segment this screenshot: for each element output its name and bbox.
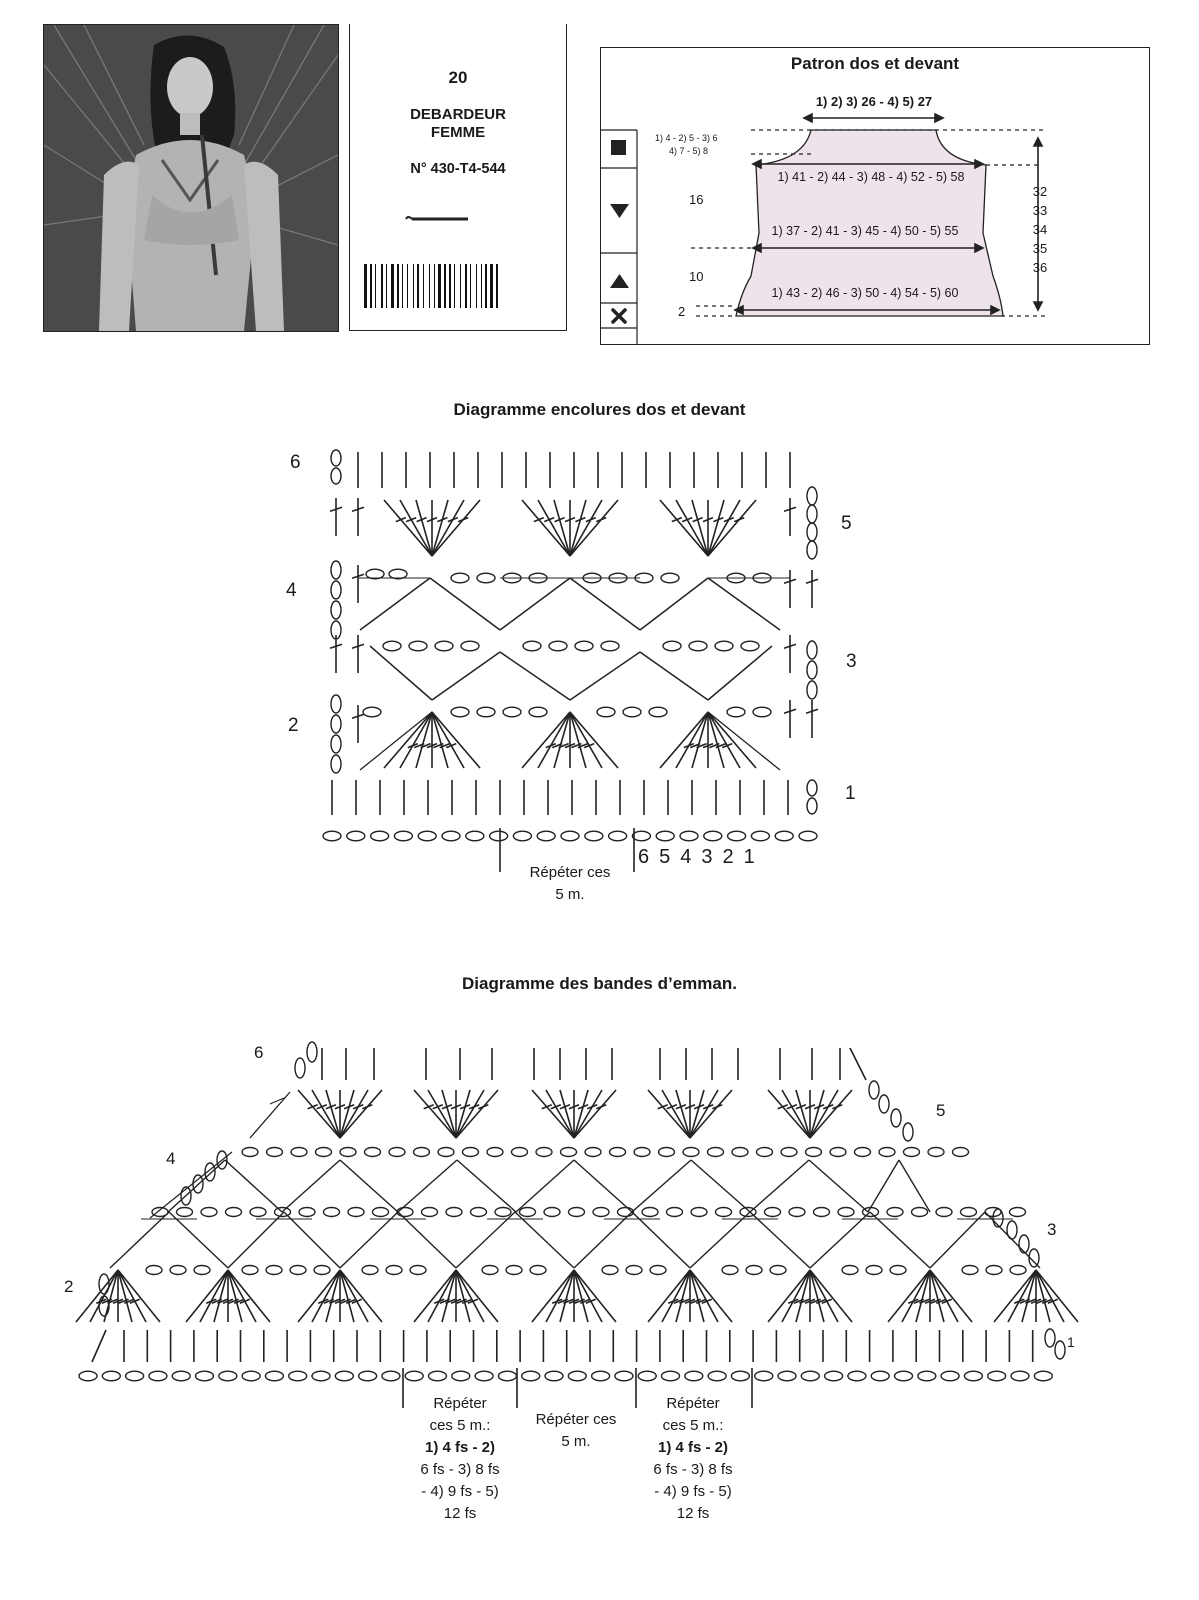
d2-rl-line4: 6 fs - 3) 8 fs (420, 1461, 500, 1478)
d1-count-1: 1 (743, 846, 765, 868)
d1-repeat-line1: Répéter ces (529, 864, 611, 881)
height-size4: 35 (1032, 241, 1048, 256)
d1-count-6: 6 (638, 846, 660, 868)
d2-row-6: 6 (254, 1043, 264, 1062)
d2-rr-line5: - 4) 9 fs - 5) (654, 1483, 732, 1500)
d2-rr-line2: ces 5 m.: (662, 1417, 724, 1434)
pattern-reference: N° 430-T4-544 (410, 161, 506, 177)
d2-row-5: 5 (936, 1101, 946, 1120)
d2-row-3: 3 (1047, 1220, 1057, 1239)
d2-repeat-right (636, 1393, 750, 1525)
height-size1: 32 (1032, 184, 1048, 199)
d1-count-3: 3 (701, 846, 723, 868)
side-height-2: 2 (678, 304, 686, 319)
d2-rm-line1: Répéter ces (535, 1411, 617, 1428)
pattern-number: 20 (448, 68, 468, 87)
d2-rl-line1: Répéter (433, 1395, 487, 1412)
pattern-name-line2: FEMME (430, 124, 486, 141)
pattern-name-line1: DEBARDEUR (410, 106, 506, 123)
d2-row-1: 1 (1067, 1334, 1075, 1350)
pattern-title: Patron dos et devant (790, 54, 960, 73)
d2-rr-line6: 12 fs (676, 1505, 710, 1522)
d2-rl-line3: 1) 4 fs - 2) (424, 1439, 496, 1456)
d1-repeat-line2: 5 m. (555, 886, 585, 903)
diagram1-title: Diagramme encolures dos et devant (453, 400, 746, 419)
d2-row-4: 4 (166, 1149, 176, 1168)
shoulder-label-b: 4) 7 - 5) 8 (669, 146, 709, 156)
d1-row-6: 6 (290, 452, 301, 473)
d2-rm-line2: 5 m. (561, 1433, 591, 1450)
d1-row-2: 2 (288, 715, 299, 736)
hip-width-label: 1) 43 - 2) 46 - 3) 50 - 4) 54 - 5) 60 (771, 286, 959, 300)
d2-repeat-left (403, 1393, 517, 1525)
shoulder-label-a: 1) 4 - 2) 5 - 3) 6 (655, 133, 718, 143)
d1-count-4: 4 (680, 846, 702, 868)
d1-row-4: 4 (286, 580, 297, 601)
side-height-16: 16 (689, 192, 704, 207)
side-height-10: 10 (689, 269, 704, 284)
bust-width-label: 1) 41 - 2) 44 - 3) 48 - 4) 52 - 5) 58 (777, 170, 965, 184)
d2-rr-line4: 6 fs - 3) 8 fs (653, 1461, 733, 1478)
d2-row-2: 2 (64, 1277, 74, 1296)
d1-count-2: 2 (722, 846, 744, 868)
height-size5: 36 (1032, 260, 1048, 275)
waist-width-label: 1) 37 - 2) 41 - 3) 45 - 4) 50 - 5) 55 (771, 224, 959, 238)
d1-row-3: 3 (846, 651, 857, 672)
height-size3: 34 (1032, 222, 1048, 237)
d1-count-5: 5 (659, 846, 681, 868)
d2-rl-line5: - 4) 9 fs - 5) (421, 1483, 499, 1500)
height-size2: 33 (1032, 203, 1048, 218)
top-width-label: 1) 2) 3) 26 - 4) 5) 27 (815, 94, 933, 109)
d2-rr-line1: Répéter (666, 1395, 720, 1412)
d2-rl-line6: 12 fs (443, 1505, 477, 1522)
diagram2-title: Diagramme des bandes d’emman. (462, 974, 737, 993)
d1-row-1: 1 (845, 783, 856, 804)
d2-rl-line2: ces 5 m.: (429, 1417, 491, 1434)
d2-rr-line3: 1) 4 fs - 2) (657, 1439, 729, 1456)
d2-repeat-mid (516, 1409, 636, 1453)
d1-row-5: 5 (841, 513, 852, 534)
